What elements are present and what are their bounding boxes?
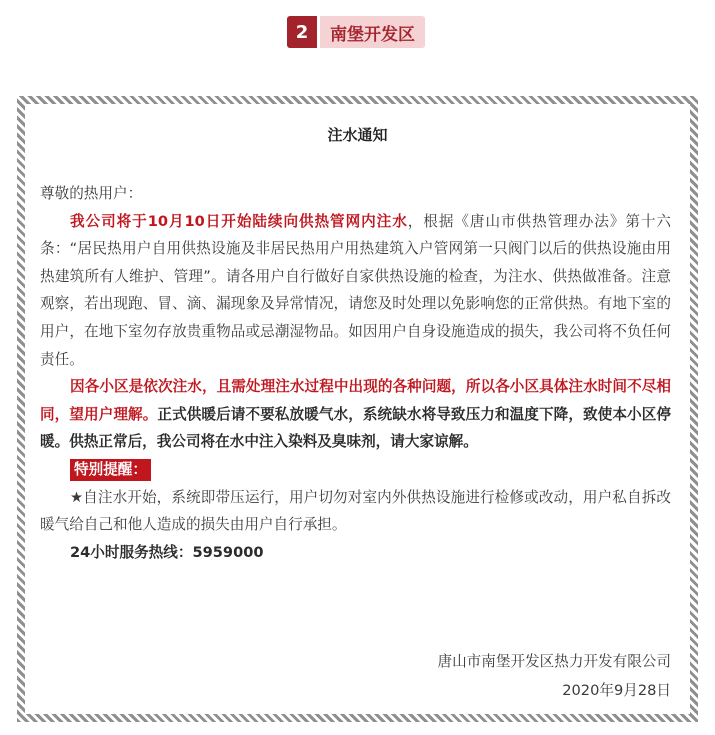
greeting: 尊敬的热用户： [40,185,143,202]
paragraph-1 [40,208,671,374]
paragraph-1-highlight: 我公司将于10月10日开始陆续向供热管网内注水 [70,212,408,230]
signature-block [437,647,671,705]
paragraph-1-text: ，根据《唐山市供热管理办法》第十六条：“居民热用户自用供热设施及非居民热用户用热建筑入户管网第一只阀门以后的供热设施由用热建筑所有人维护、管理”。请各用户自行做好自家供热设施的检查，为注水、供热做准备。注意观察，若出现跑、冒、滴、漏现象及异常情况，请您及时处理以免影响您的正常供热。有地下室的用户，在地下室勿存放贵重物品或忌潮湿物品。如因用户自身设施造成的损失，我公司将不负任何责任。 [40,212,671,368]
reminder-text: ★自注水开始，系统即带压运行，用户切勿对室内外供热设施进行检修或改动，用户私自拆改暖气给自己和他人造成的损失由用户自行承担。 [40,488,671,534]
section-number: 2 [287,16,317,48]
section-badge [287,16,425,48]
notice-date: 2020年9月28日 [562,682,671,699]
special-reminder-label: 特别提醒： [70,459,151,481]
notice-title: 注水通知 [327,126,388,144]
section-title: 南堡开发区 [320,16,425,48]
paragraph-2 [40,373,671,456]
service-hotline: 24小时服务热线：5959000 [70,543,264,561]
notice-frame [17,96,698,722]
paragraph-2-highlight: 因各小区是依次注水，且需处理注水过程中出现的各种问题，所以各小区具体注水时间不尽相同，望用户理解。 [40,378,671,423]
notice-body [25,104,690,714]
company-name: 唐山市南堡开发区热力开发有限公司 [437,653,671,670]
paragraph-2-text: 正式供暖后请不要私放暖气水，系统缺水将导致压力和温度下降，致使本小区停暖。供热正常后，我公司将在水中注入染料及臭味剂，请大家谅解。 [40,405,671,451]
notice-content [40,180,671,566]
